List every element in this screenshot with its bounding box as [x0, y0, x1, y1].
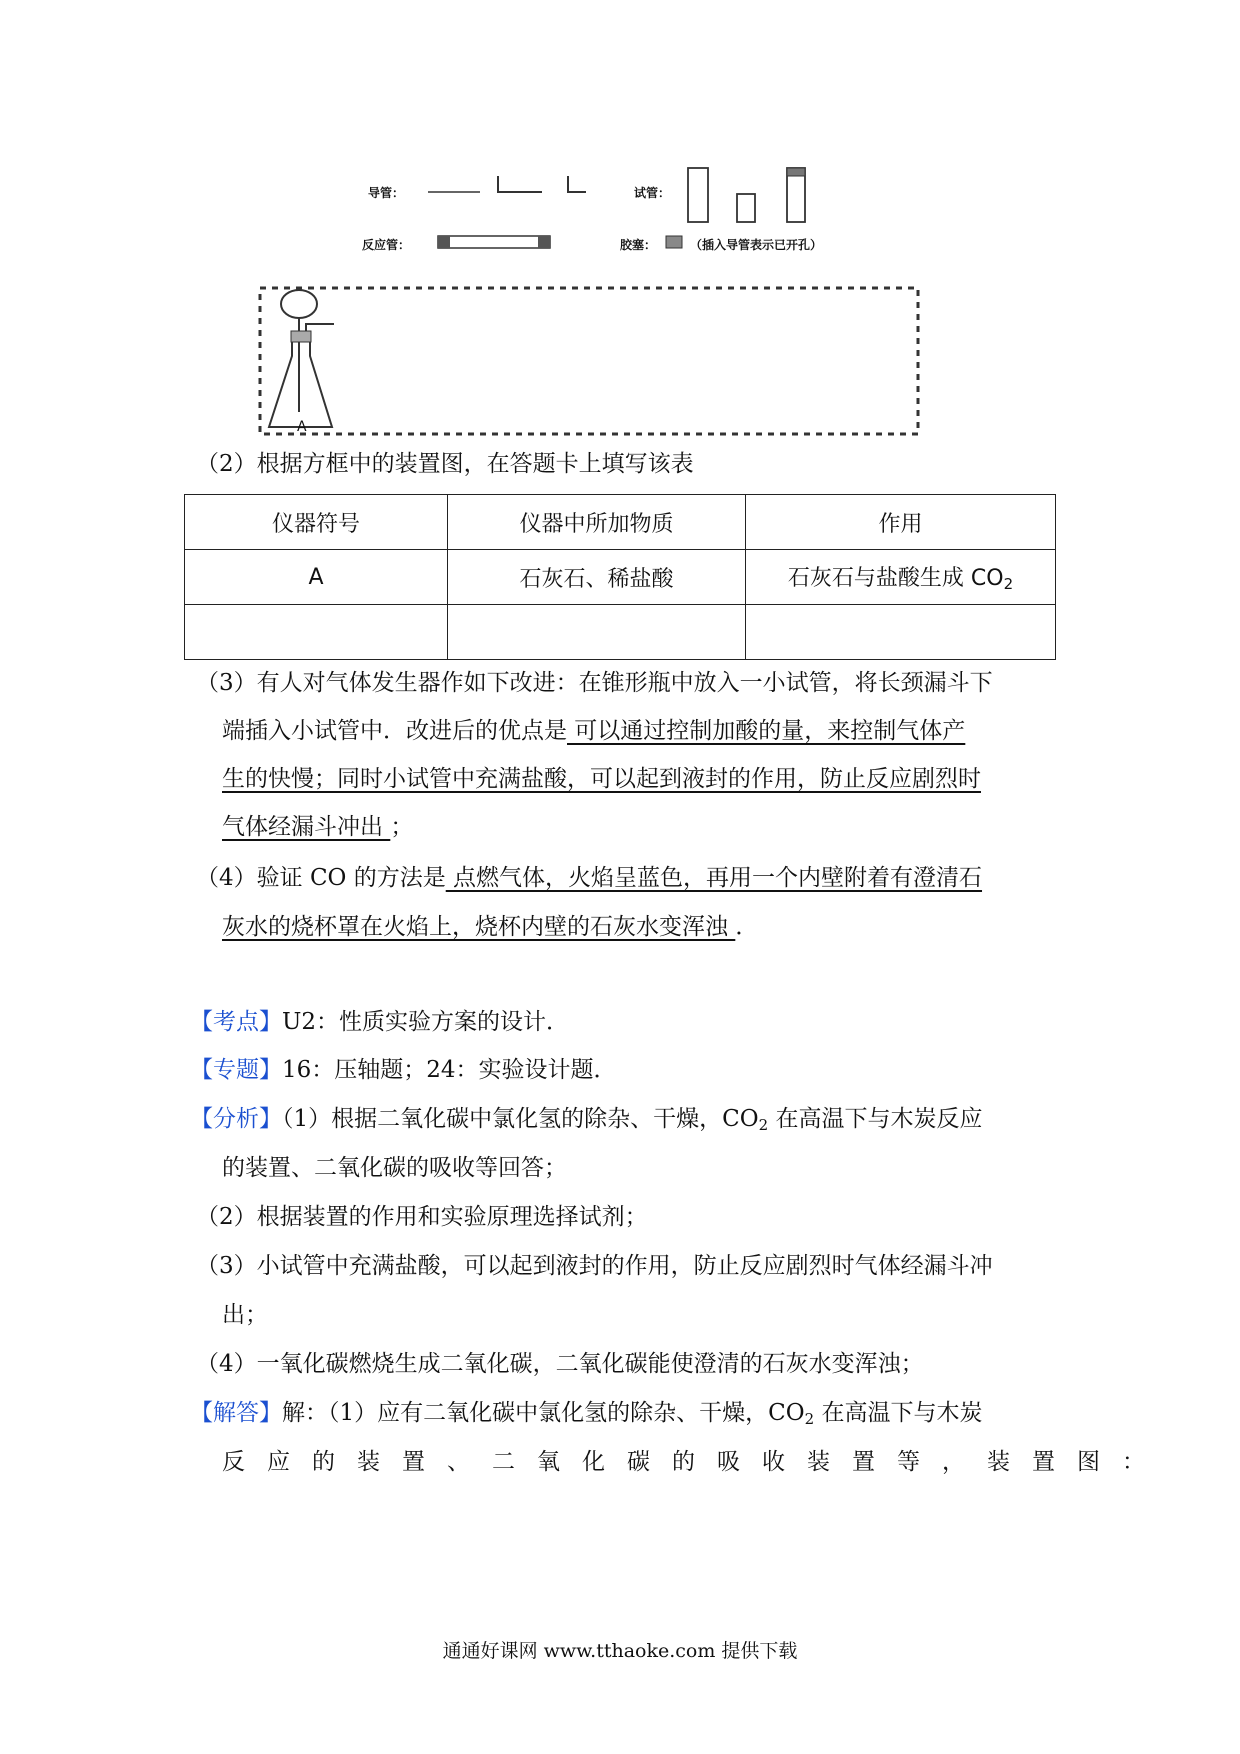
table-row — [185, 550, 1056, 605]
jieda-tag: 【解答】 — [190, 1400, 282, 1426]
reaction-tube-shape — [436, 232, 554, 252]
fenxi-paragraph-4: （4）一氧化碳燃烧生成二氧化碳，二氧化碳能使澄清的石灰水变浑浊； — [196, 1351, 924, 1377]
fenxi-paragraph-2: （2）根据装置的作用和实验原理选择试剂； — [196, 1204, 648, 1230]
table-header-row — [185, 495, 1056, 550]
fenxi-paragraph-3-line-1: （3）小试管中充满盐酸，可以起到液封的作用，防止反应剧烈时气体经漏斗冲 — [196, 1253, 993, 1279]
stopper-legend-note: （插入导管表示已开孔） — [690, 238, 823, 252]
fenxi-line-1: 【分析】（1）根据二氧化碳中氯化氢的除杂、干燥，$CO_2$ 在高温下与木炭反应 — [190, 1106, 983, 1134]
table-cell: 石灰石与盐酸生成 $CO_2$ — [746, 550, 1056, 605]
kaodian-tag: 【考点】 — [190, 1009, 282, 1035]
question-4-line-2: 灰水的烧杯罩在火焰上，烧杯内壁的石灰水变浑浊 ． — [222, 914, 759, 940]
conical-flask-icon — [269, 290, 334, 427]
question-3-line-2: 端插入小试管中．改进后的优点是 可以通过控制加酸的量，来控制气体产 — [222, 718, 966, 744]
stopper-shape — [664, 234, 686, 250]
table-header-cell: 作用 — [746, 495, 1056, 550]
tube-legend-label: 导管： — [368, 186, 405, 200]
fenxi-paragraph-3-line-2: 出； — [222, 1302, 268, 1328]
page-footer: 通通好课网 www.tthaoke.com 提供下载 — [442, 1640, 798, 1662]
zhuanti-tag: 【专题】 — [190, 1057, 282, 1083]
question-3-line-3: 生的快慢；同时小试管中充满盐酸，可以起到液封的作用，防止反应剧烈时 — [222, 766, 981, 792]
question-3-line-1: （3）有人对气体发生器作如下改进：在锥形瓶中放入一小试管，将长颈漏斗下 — [196, 670, 993, 696]
stopper-legend-label: 胶塞： — [620, 238, 657, 252]
kaodian-line: 【考点】U2：性质实验方案的设计． — [190, 1009, 570, 1035]
table-cell — [185, 605, 448, 660]
reaction-tube-legend-label: 反应管： — [362, 238, 411, 252]
zhuanti-line: 【专题】16：压轴题；24：实验设计题． — [190, 1057, 617, 1083]
tube-shapes — [420, 172, 590, 198]
table-cell — [746, 605, 1056, 660]
fenxi-tag: 【分析】 — [190, 1106, 282, 1132]
flask-label: A — [297, 419, 307, 435]
test-tube-legend-label: 试管： — [634, 186, 671, 200]
question-3-line-4: 气体经漏斗冲出 ； — [222, 814, 414, 840]
table-row — [185, 605, 1056, 660]
apparatus-diagram — [252, 280, 928, 440]
table-cell — [448, 605, 746, 660]
table-cell: 石灰石、稀盐酸 — [448, 550, 746, 605]
table-header-cell: 仪器符号 — [185, 495, 448, 550]
question-2-text: （2）根据方框中的装置图，在答题卡上填写该表 — [196, 451, 694, 477]
jieda-line-1: 【解答】解：（1）应有二氧化碳中氯化氢的除杂、干燥，$CO_2$ 在高温下与木炭 — [190, 1400, 983, 1428]
fenxi-line-2: 的装置、二氧化碳的吸收等回答； — [222, 1155, 567, 1181]
table-cell: A — [185, 550, 448, 605]
answer-table — [184, 494, 1056, 660]
jieda-line-2: 反应的装置、二氧化碳的吸收装置等，装置图： — [222, 1449, 1167, 1475]
test-tube-shapes — [680, 164, 820, 226]
question-4-line-1: （4）验证 CO 的方法是 点燃气体，火焰呈蓝色，再用一个内壁附着有澄清石 — [196, 865, 983, 891]
table-header-cell: 仪器中所加物质 — [448, 495, 746, 550]
